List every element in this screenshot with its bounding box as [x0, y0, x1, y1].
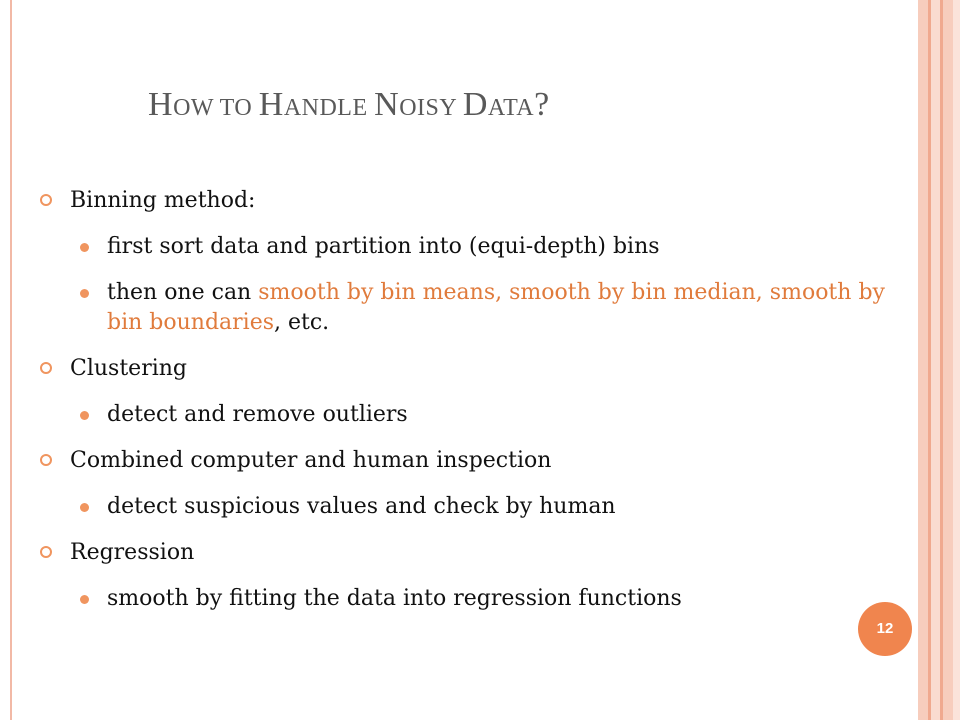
bullet-text: Combined computer and human inspection	[70, 448, 552, 473]
title-initial: N	[374, 86, 400, 123]
bullet-text: then one can	[107, 280, 259, 305]
decorative-stripe	[943, 0, 953, 720]
bullet-text: Regression	[70, 540, 195, 565]
title-text: ?	[534, 86, 550, 123]
title-text: OISY	[399, 95, 463, 121]
sub-bullet	[40, 584, 870, 614]
sub-bullet	[40, 278, 887, 338]
dot-bullet-icon	[80, 595, 89, 604]
dot-bullet-icon	[80, 243, 89, 252]
decorative-stripe	[953, 0, 960, 720]
bullet-regression	[40, 538, 870, 568]
decorative-stripe	[931, 0, 940, 720]
dot-bullet-icon	[80, 411, 89, 420]
sub-bullet	[40, 232, 870, 262]
bullet-binning	[40, 186, 870, 216]
title-text: ATA	[487, 95, 535, 121]
ring-bullet-icon	[40, 454, 52, 466]
title-initial: H	[148, 86, 174, 123]
bullet-text: detect and remove outliers	[107, 402, 408, 427]
page-number-badge: 12	[858, 602, 912, 656]
sub-bullet	[40, 492, 870, 522]
ring-bullet-icon	[40, 546, 52, 558]
title-initial: H	[258, 86, 284, 123]
bullet-text: Clustering	[70, 356, 187, 381]
sub-bullet	[40, 400, 870, 430]
slide-title	[148, 86, 550, 124]
highlighted-text: smooth by bin means, smooth by bin median, smooth by bin boundaries	[107, 280, 885, 335]
bullet-text: Binning method:	[70, 188, 256, 213]
title-text: OW TO	[173, 95, 259, 121]
dot-bullet-icon	[80, 289, 89, 298]
title-initial: D	[462, 86, 488, 123]
bullet-list	[40, 186, 885, 630]
left-border-line	[10, 0, 12, 720]
bullet-text: first sort data and partition into (equi-depth) bins	[107, 234, 660, 259]
dot-bullet-icon	[80, 503, 89, 512]
ring-bullet-icon	[40, 362, 52, 374]
title-text: ANDLE	[283, 95, 375, 121]
bullet-text: , etc.	[274, 310, 330, 335]
bullet-clustering	[40, 354, 870, 384]
decorative-stripe	[918, 0, 928, 720]
bullet-text: smooth by fitting the data into regression functions	[107, 586, 682, 611]
bullet-combined-inspection	[40, 446, 870, 476]
ring-bullet-icon	[40, 194, 52, 206]
bullet-text: detect suspicious values and check by human	[107, 494, 616, 519]
